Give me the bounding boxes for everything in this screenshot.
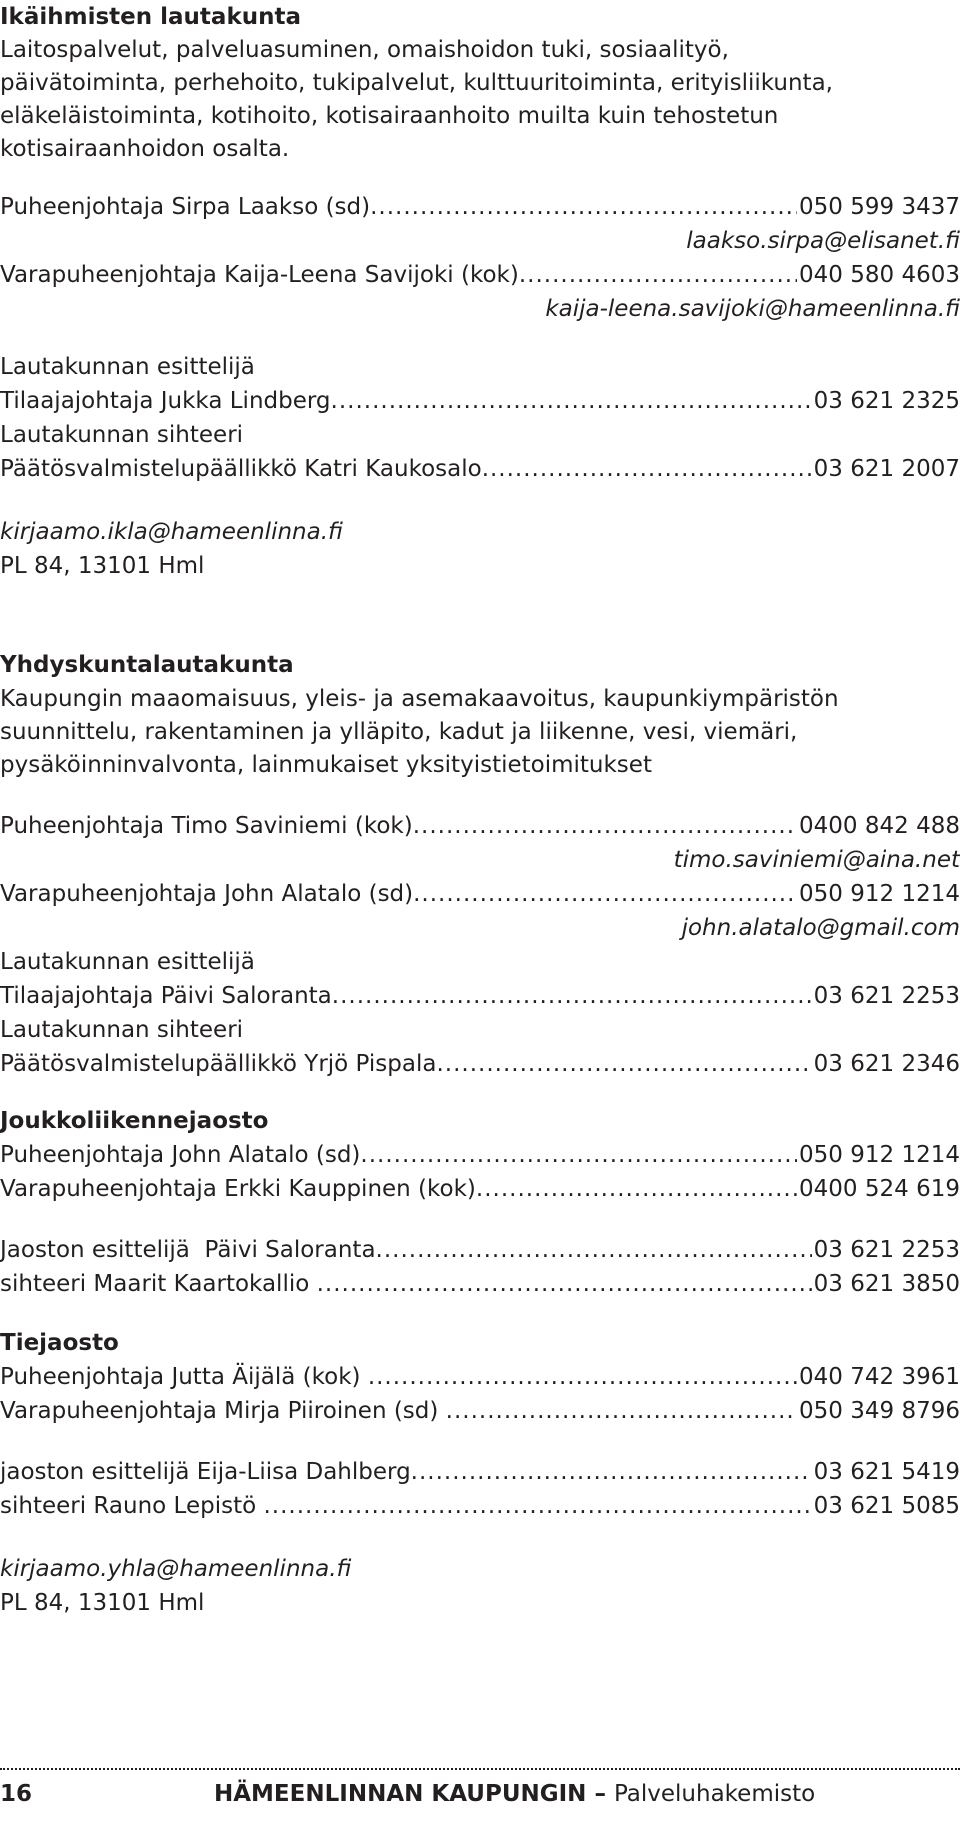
secretary-name: Päätösvalmistelupäällikkö Yrjö Pispala xyxy=(0,1051,437,1077)
vice-chair-row xyxy=(0,258,960,292)
phone-number: 03 621 2253 xyxy=(813,983,960,1009)
leader-dots xyxy=(482,452,812,486)
title-dash: – xyxy=(586,1781,614,1807)
phone-number: 0400 842 488 xyxy=(799,813,960,839)
secretary-row xyxy=(0,1489,960,1523)
phone-number: 03 621 2007 xyxy=(813,456,960,482)
vice-chair-name: Varapuheenjohtaja Mirja Piiroinen (sd) xyxy=(0,1398,446,1424)
phone-number: 040 580 4603 xyxy=(799,262,960,288)
chair-row xyxy=(0,190,960,224)
presenter-name: Jaoston esittelijä Päivi Saloranta xyxy=(0,1237,376,1263)
phone-number: 03 621 2325 xyxy=(813,388,960,414)
leader-dots xyxy=(413,877,797,911)
chair-name: Puheenjohtaja Jutta Äijälä (kok) xyxy=(0,1364,368,1390)
email-link[interactable]: kaija-leena.savijoki@hameenlinna.fi xyxy=(545,296,960,322)
leader-dots xyxy=(263,1489,811,1523)
presenter-name: jaoston esittelijä Eija-Liisa Dahlberg xyxy=(0,1459,411,1485)
phone-number: 050 912 1214 xyxy=(799,1142,960,1168)
description-line: pysäköinninvalvonta, lainmukaiset yksityistietoimitukset xyxy=(0,752,652,778)
section-heading: Joukkoliikennejaosto xyxy=(0,1108,269,1134)
secretary-row xyxy=(0,1047,960,1081)
postal-address: PL 84, 13101 Hml xyxy=(0,1590,205,1616)
leader-dots xyxy=(446,1394,797,1428)
phone-number: 050 349 8796 xyxy=(799,1398,960,1424)
chair-name: Puheenjohtaja John Alatalo (sd) xyxy=(0,1142,361,1168)
secretary-name: sihteeri Rauno Lepistö xyxy=(0,1493,264,1519)
vice-chair-name: Varapuheenjohtaja Erkki Kauppinen (kok) xyxy=(0,1176,476,1202)
publication-subtitle: Palveluhakemisto xyxy=(613,1781,816,1807)
leader-dots xyxy=(411,1455,812,1489)
email-link[interactable]: john.alatalo@gmail.com xyxy=(681,915,960,941)
leader-dots xyxy=(376,1233,812,1267)
leader-dots xyxy=(413,809,797,843)
description-line: kotisairaanhoidon osalta. xyxy=(0,136,290,162)
vice-chair-row xyxy=(0,1172,960,1206)
secretary-name: sihteeri Maarit Kaartokallio xyxy=(0,1271,317,1297)
description-line: Kaupungin maaomaisuus, yleis- ja asemakaavoitus, kaupunkiympäristön xyxy=(0,686,839,712)
phone-number: 03 621 2253 xyxy=(813,1237,960,1263)
vice-chair-row xyxy=(0,1394,960,1428)
section-heading: Yhdyskuntalautakunta xyxy=(0,652,294,678)
chair-row xyxy=(0,809,960,843)
chair-row xyxy=(0,1360,960,1394)
phone-number: 050 599 3437 xyxy=(799,194,960,220)
presenter-row xyxy=(0,384,960,418)
phone-number: 03 621 3850 xyxy=(813,1271,960,1297)
description-line: Laitospalvelut, palveluasuminen, omaishoidon tuki, sosiaalityö, xyxy=(0,37,729,63)
leader-dots xyxy=(331,384,812,418)
description-line: päivätoiminta, perhehoito, tukipalvelut, kulttuuritoiminta, erityisliikunta, xyxy=(0,70,833,96)
publication-name: HÄMEENLINNAN KAUPUNGIN xyxy=(214,1781,587,1807)
description-line: eläkeläistoiminta, kotihoito, kotisairaanhoito muilta kuin tehostetun xyxy=(0,103,779,129)
phone-number: 03 621 5419 xyxy=(813,1459,960,1485)
leader-dots xyxy=(360,1138,797,1172)
leader-dots xyxy=(519,258,797,292)
leader-dots xyxy=(436,1047,811,1081)
email-link[interactable]: kirjaamo.yhla@hameenlinna.fi xyxy=(0,1556,352,1582)
leader-dots xyxy=(370,190,797,224)
secretary-name: Päätösvalmistelupäällikkö Katri Kaukosalo xyxy=(0,456,482,482)
postal-address: PL 84, 13101 Hml xyxy=(0,553,205,579)
chair-name: Puheenjohtaja Timo Saviniemi (kok) xyxy=(0,813,413,839)
footer-divider xyxy=(0,1768,960,1770)
email-link[interactable]: kirjaamo.ikla@hameenlinna.fi xyxy=(0,519,343,545)
presenter-name: Tilaajajohtaja Jukka Lindberg xyxy=(0,388,331,414)
phone-number: 040 742 3961 xyxy=(799,1364,960,1390)
chair-name: Puheenjohtaja Sirpa Laakso (sd) xyxy=(0,194,371,220)
chair-row xyxy=(0,1138,960,1172)
section-heading: Tiejaosto xyxy=(0,1330,119,1356)
phone-number: 050 912 1214 xyxy=(799,881,960,907)
email-link[interactable]: timo.saviniemi@aina.net xyxy=(673,847,960,873)
page-number: 16 xyxy=(0,1781,33,1807)
phone-number: 03 621 2346 xyxy=(813,1051,960,1077)
secretary-row xyxy=(0,1267,960,1301)
secretary-title: Lautakunnan sihteeri xyxy=(0,1017,244,1043)
description-line: suunnittelu, rakentaminen ja ylläpito, kadut ja liikenne, vesi, viemäri, xyxy=(0,719,798,745)
leader-dots xyxy=(476,1172,797,1206)
email-link[interactable]: laakso.sirpa@elisanet.fi xyxy=(686,228,960,254)
section-heading: Ikäihmisten lautakunta xyxy=(0,4,301,30)
presenter-title: Lautakunnan esittelijä xyxy=(0,949,255,975)
vice-chair-row xyxy=(0,877,960,911)
phone-number: 03 621 5085 xyxy=(813,1493,960,1519)
presenter-row xyxy=(0,1455,960,1489)
phone-number: 0400 524 619 xyxy=(799,1176,960,1202)
presenter-name: Tilaajajohtaja Päivi Saloranta xyxy=(0,983,332,1009)
leader-dots xyxy=(368,1360,797,1394)
page-footer xyxy=(0,1776,960,1812)
leader-dots xyxy=(317,1267,812,1301)
secretary-title: Lautakunnan sihteeri xyxy=(0,422,244,448)
presenter-row xyxy=(0,1233,960,1267)
leader-dots xyxy=(332,979,812,1013)
vice-chair-name: Varapuheenjohtaja Kaija-Leena Savijoki (kok) xyxy=(0,262,519,288)
vice-chair-name: Varapuheenjohtaja John Alatalo (sd) xyxy=(0,881,414,907)
publication-title xyxy=(214,1776,815,1812)
secretary-row xyxy=(0,452,960,486)
presenter-row xyxy=(0,979,960,1013)
presenter-title: Lautakunnan esittelijä xyxy=(0,354,255,380)
